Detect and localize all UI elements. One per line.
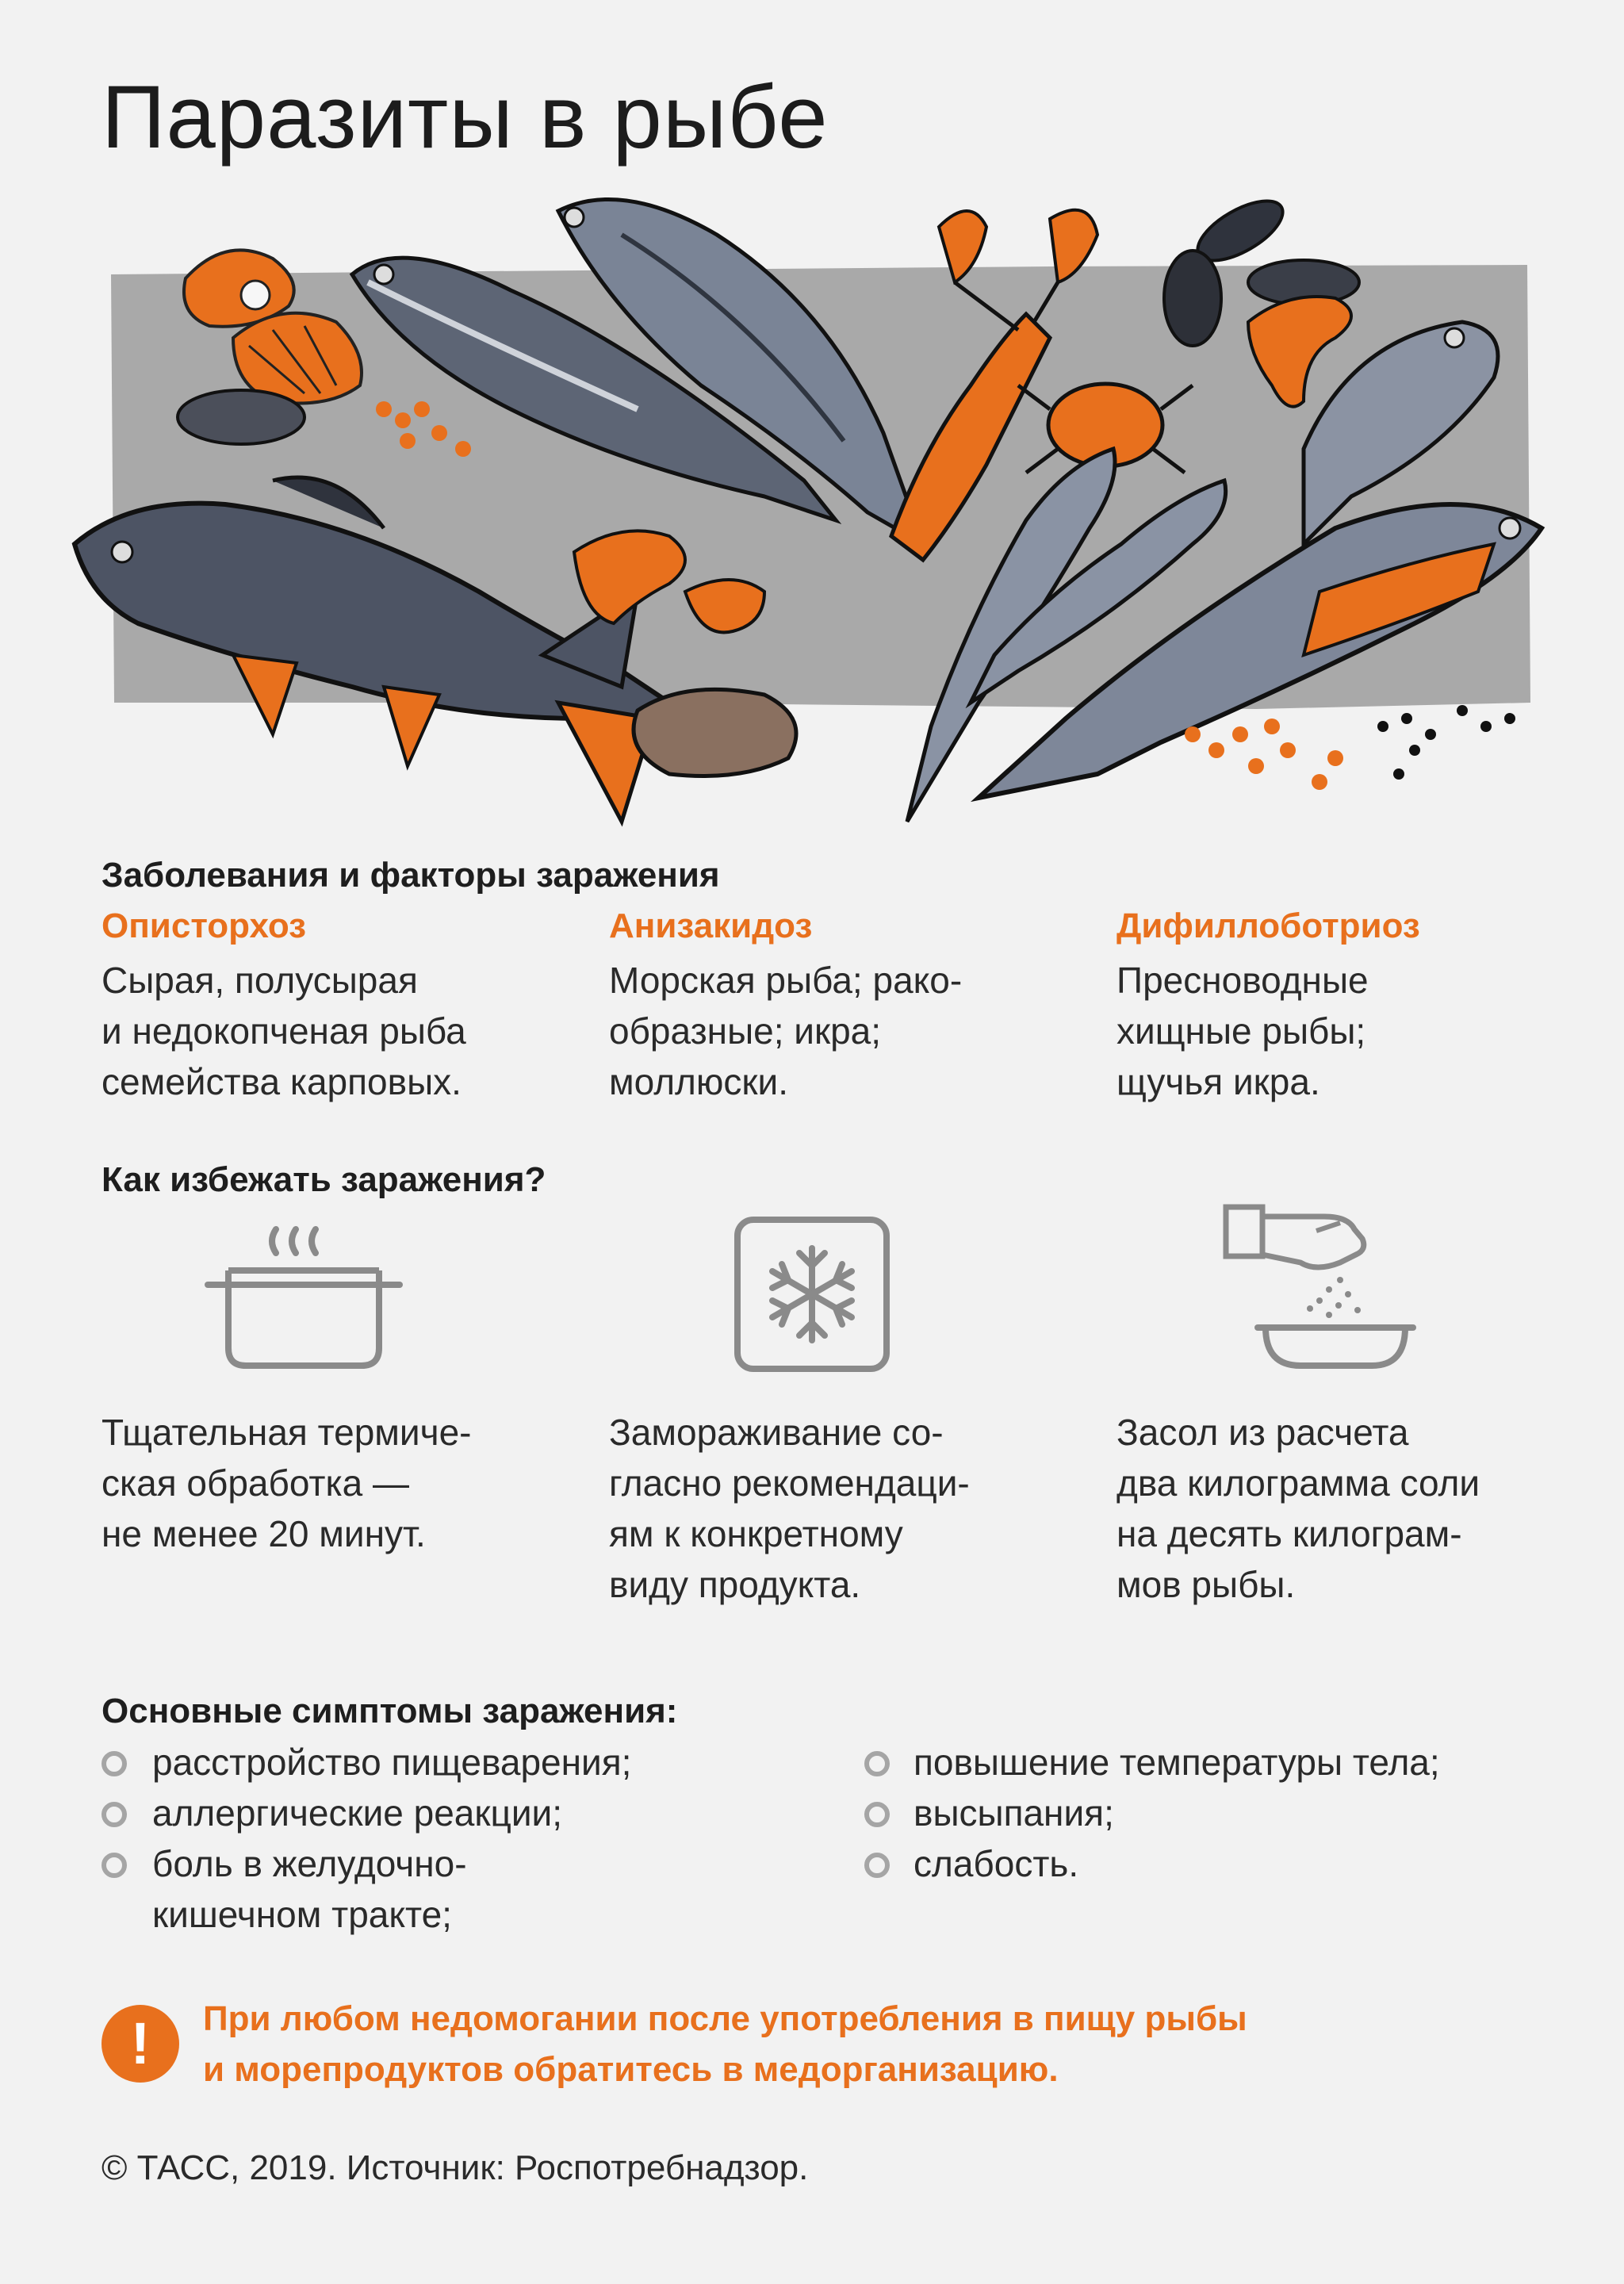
symptom-item: повышение температуры тела;	[914, 1742, 1440, 1783]
prevention-text-line: ям к конкретному	[609, 1513, 903, 1554]
symptom-line: боль в желудочно-	[152, 1843, 467, 1884]
disease-text-line: Пресноводные	[1116, 960, 1369, 1001]
prevention-text-line: Засол из расчета	[1116, 1412, 1409, 1453]
disease-diphyllobothriasis	[1116, 906, 1420, 1107]
oyster-icon	[634, 689, 796, 776]
symptom-item: расстройство пищеварения;	[152, 1742, 632, 1783]
warning-line: При любом недомогании после употребления в пищу рыбы	[203, 1999, 1247, 2038]
prevention-text-line: мов рыбы.	[1116, 1564, 1296, 1605]
disease-text-line: семейства карповых.	[102, 1061, 462, 1102]
disease-text-line: щучья икра.	[1116, 1061, 1320, 1102]
prevention-heading: Как избежать заражения?	[102, 1160, 546, 1199]
disease-text-line: Морская рыба; рако-	[609, 960, 963, 1001]
cooking-pot-icon	[205, 1213, 403, 1372]
disease-text-line: образные; икра;	[609, 1010, 882, 1052]
symptom-item: аллергические реакции;	[152, 1792, 563, 1834]
symptom-line: кишечном тракте;	[152, 1894, 452, 1935]
prevention-text-line: Тщательная термиче-	[102, 1412, 472, 1453]
prevention-heat-text	[102, 1407, 472, 1559]
prevention-salt-text	[1116, 1407, 1480, 1610]
disease-name: Описторхоз	[102, 906, 307, 945]
mussel-icon	[1164, 251, 1221, 346]
bullet-icon	[102, 1751, 127, 1776]
warning-line: и морепродуктов обратитесь в медорганизацию.	[203, 2050, 1059, 2089]
symptom-item	[152, 1838, 467, 1940]
bullet-icon	[102, 1802, 127, 1827]
freezer-snowflake-icon	[734, 1217, 890, 1372]
fish-seafood-illustration	[67, 148, 1557, 845]
bullet-icon	[864, 1802, 890, 1827]
disease-text-line: моллюски.	[609, 1061, 788, 1102]
source-credit: © ТАСС, 2019. Источник: Роспотребнадзор.	[102, 2148, 809, 2187]
prevention-text-line: гласно рекомендаци-	[609, 1462, 970, 1504]
black-caviar-icon	[1377, 705, 1515, 780]
bullet-icon	[864, 1751, 890, 1776]
mussel-icon	[178, 390, 304, 444]
prevention-text-line: виду продукта.	[609, 1564, 861, 1605]
salting-hand-icon	[1221, 1199, 1419, 1374]
prevention-text-line: ская обработка —	[102, 1462, 409, 1504]
symptom-item: слабость.	[914, 1843, 1079, 1884]
disease-name: Анизакидоз	[609, 906, 813, 945]
warning-text	[203, 1994, 1247, 2095]
symptom-item: высыпания;	[914, 1792, 1114, 1834]
prevention-text-line: Замораживание со-	[609, 1412, 944, 1453]
prevention-text-line: не менее 20 минут.	[102, 1513, 426, 1554]
symptoms-heading: Основные симптомы заражения:	[102, 1692, 678, 1730]
prevention-freeze-text	[609, 1407, 970, 1610]
diseases-heading: Заболевания и факторы заражения	[102, 856, 720, 895]
disease-text-line: и недокопченая рыба	[102, 1010, 466, 1052]
bullet-icon	[864, 1853, 890, 1878]
disease-anisakiasis	[609, 906, 963, 1107]
page-title: Паразиты в рыбе	[102, 67, 829, 167]
prevention-text-line: на десять килограм-	[1116, 1513, 1462, 1554]
prevention-text-line: два килограмма соли	[1116, 1462, 1480, 1504]
warning-icon: !	[102, 2005, 179, 2083]
disease-name: Дифиллоботриоз	[1116, 906, 1420, 945]
bullet-icon	[102, 1853, 127, 1878]
disease-text-line: Сырая, полусырая	[102, 960, 418, 1001]
disease-opisthorchiasis	[102, 906, 466, 1107]
disease-text-line: хищные рыбы;	[1116, 1010, 1366, 1052]
